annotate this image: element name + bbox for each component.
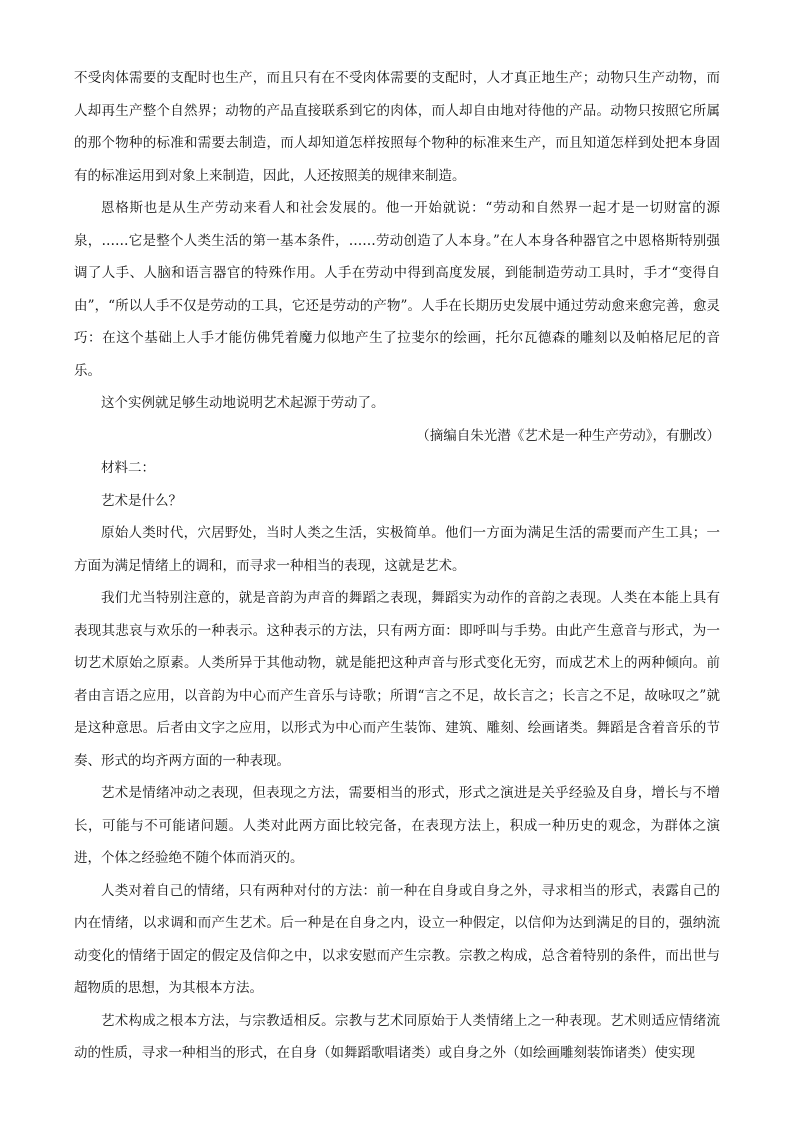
paragraph-6: 艺术是情绪冲动之表现，但表现之方法，需要相当的形式，形式之演进是关乎经验及自身，增长与不增长，可能与不可能诸问题。人类对此两方面比较完备，在表现方法上，积成一种历史的观念，为群体之演进，个体之经验绝不随个体而消灭的。: [74, 785, 720, 866]
question-line: 艺术是什么？: [101, 492, 182, 509]
source-note: （摘编自朱光潜《艺术是一种生产劳动》，有删改）: [416, 427, 720, 444]
paragraph-8: 艺术构成之根本方法，与宗教适相反。宗教与艺术同原始于人类情绪上之一种表现。艺术则适应情绪流动的性质，寻求一种相当的形式，在自身（如舞蹈歌唱诸类）或自身之外（如绘画雕刻装饰诸类）使实现: [74, 1012, 720, 1061]
material-label: 材料二：: [101, 460, 155, 476]
paragraph-5: 我们尤当特别注意的，就是音韵为声音的舞蹈之表现，舞蹈实为动作的音韵之表现。人类在本能上具有表现其悲哀与欢乐的一种表示。这种表示的方法，只有两方面：即呼叫与手势。由此产生意音与形式，为一切艺术原始之原素。人类所异于其他动物，就是能把这种声音与形式变化无穷，而成艺术上的两种倾向。前者由言语之应用，以音韵为中心而产生音乐与诗歌；所谓“言之不足，故长言之；长言之不足，故咏叹之”就是这种意思。后者由文字之应用，以形式为中心而产生装饰、建筑、雕刻、绘画诸类。舞蹈是含着音乐的节奏、形式的均齐两方面的一种表现。: [74, 590, 720, 769]
paragraph-1: 不受肉体需要的支配时也生产，而且只有在不受肉体需要的支配时，人才真正地生产；动物只生产动物，而人却再生产整个自然界；动物的产品直接联系到它的肉体，而人却自由地对待他的产品。动物只按照它所属的那个物种的标准和需要去制造，而人却知道怎样按照每个物种的标准来生产，而且知道怎样到处把本身固有的标准运用到对象上来制造，因此，人还按照美的规律来制造。: [74, 70, 720, 184]
paragraph-2: 恩格斯也是从生产劳动来看人和社会发展的。他一开始就说：“劳动和自然界一起才是一切财富的源泉，……它是整个人类生活的第一基本条件，……劳动创造了人本身。”在人本身各种器官之中恩格斯特别强调了人手、人脑和语言器官的特殊作用。人手在劳动中得到高度发展，到能制造劳动工具时，手才“变得自由”，“所以人手不仅是劳动的工具，它还是劳动的产物”。人手在长期历史发展中通过劳动愈来愈完善，愈灵巧：在这个基础上人手才能仿佛凭着魔力似地产生了拉斐尔的绘画，托尔瓦德森的雕刻以及帕格尼尼的音乐。: [74, 200, 720, 379]
paragraph-4: 原始人类时代，穴居野处，当时人类之生活，实极简单。他们一方面为满足生活的需要而产生工具；一方面为满足情绪上的调和，而寻求一种相当的表现，这就是艺术。: [74, 525, 720, 574]
paragraph-3: 这个实例就足够生动地说明艺术起源于劳动了。: [101, 395, 385, 411]
paragraph-7: 人类对着自己的情绪，只有两种对付的方法：前一种在自身或自身之外，寻求相当的形式，表露自己的内在情绪，以求调和而产生艺术。后一种是在自身之内，设立一种假定，以信仰为达到满足的目的，强纳流动变化的情绪于固定的假定及信仰之中，以求安慰而产生宗教。宗教之构成，总含着特别的条件，而出世与超物质的思想，为其根本方法。: [74, 882, 720, 996]
